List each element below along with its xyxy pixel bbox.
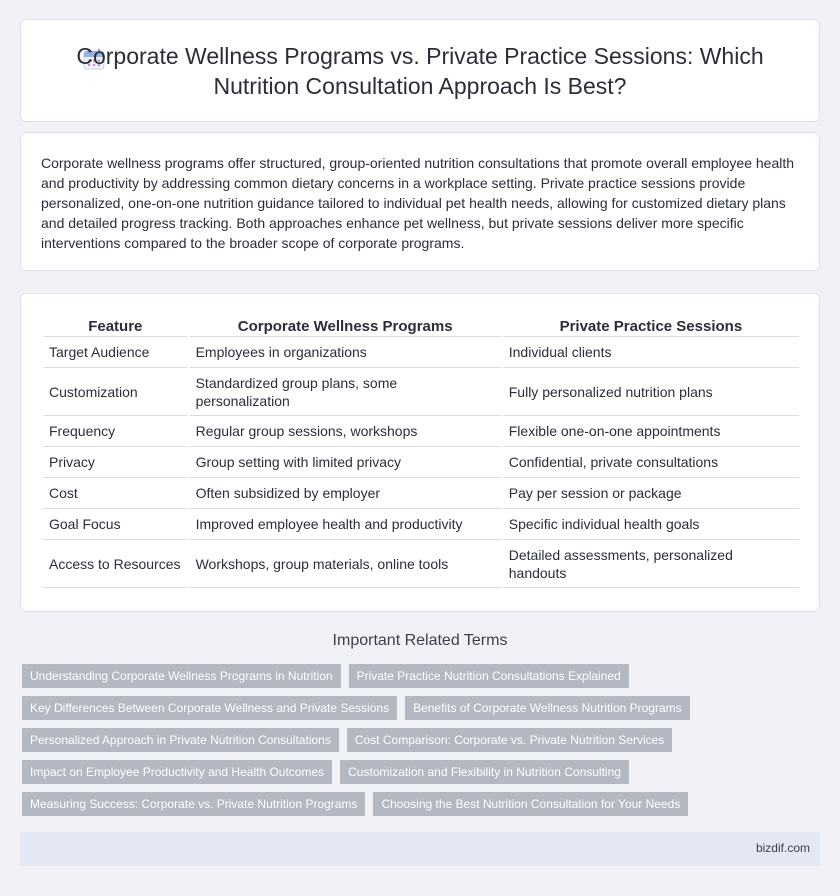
related-terms-list [22, 664, 822, 824]
table-cell: Frequency [43, 416, 188, 447]
table-row [43, 509, 799, 540]
related-term-tag[interactable]: Private Practice Nutrition Consultations Explained [349, 664, 629, 688]
table-cell: Workshops, group materials, online tools [190, 540, 501, 588]
header-card [20, 19, 820, 122]
table-row [43, 447, 799, 478]
related-term-tag[interactable]: Key Differences Between Corporate Wellness and Private Sessions [22, 696, 397, 720]
table-row [43, 416, 799, 447]
footer-site-link[interactable]: bizdif.com [755, 841, 810, 855]
table-header-row [43, 314, 799, 337]
table-cell: Cost [43, 478, 188, 509]
table-cell: Pay per session or package [503, 478, 799, 509]
footer [20, 832, 820, 866]
related-term-tag[interactable]: Benefits of Corporate Wellness Nutrition Programs [405, 696, 690, 720]
table-cell: Confidential, private consultations [503, 447, 799, 478]
table-cell: Access to Resources [43, 540, 188, 588]
table-cell: Customization [43, 368, 188, 416]
table-row [43, 478, 799, 509]
table-cell: Privacy [43, 447, 188, 478]
table-row [43, 368, 799, 416]
table-cell: Flexible one-on-one appointments [503, 416, 799, 447]
page-title: Corporate Wellness Programs vs. Private Practice Sessions: Which Nutrition Consultation Approach Is Best? [76, 42, 764, 99]
table-cell: Specific individual health goals [503, 509, 799, 540]
table-cell: Group setting with limited privacy [190, 447, 501, 478]
related-terms-heading: Important Related Terms [332, 632, 508, 649]
table-cell: Standardized group plans, some personalization [190, 368, 501, 416]
table-cell: Detailed assessments, personalized handouts [503, 540, 799, 588]
table-cell: Goal Focus [43, 509, 188, 540]
related-term-tag[interactable]: Choosing the Best Nutrition Consultation for Your Needs [373, 792, 688, 816]
column-header-corporate: Corporate Wellness Programs [190, 314, 501, 337]
table-cell: Fully personalized nutrition plans [503, 368, 799, 416]
comparison-table [41, 314, 801, 588]
table-cell: Improved employee health and productivity [190, 509, 501, 540]
table-cell: Target Audience [43, 337, 188, 368]
table-row [43, 337, 799, 368]
table-cell: Regular group sessions, workshops [190, 416, 501, 447]
table-row [43, 540, 799, 588]
comparison-card [20, 293, 820, 612]
related-term-tag[interactable]: Impact on Employee Productivity and Health Outcomes [22, 760, 332, 784]
table-cell: Employees in organizations [190, 337, 501, 368]
related-term-tag[interactable]: Understanding Corporate Wellness Programs in Nutrition [22, 664, 341, 688]
column-header-private: Private Practice Sessions [503, 314, 799, 337]
related-term-tag[interactable]: Customization and Flexibility in Nutrition Consulting [340, 760, 629, 784]
related-term-tag[interactable]: Personalized Approach in Private Nutrition Consultations [22, 728, 339, 752]
intro-card [20, 132, 820, 271]
table-cell: Often subsidized by employer [190, 478, 501, 509]
table-cell: Individual clients [503, 337, 799, 368]
intro-paragraph: Corporate wellness programs offer structured, group-oriented nutrition consultations that promote overall employee health and productivity by addressing common dietary concerns in a workplace setting. Private practice sessions provide personalized, one-on-one nutrition guidance tailored to individual pet health needs, allowing for customized dietary plans and detailed progress tracking. Both approaches enhance pet wellness, but private sessions deliver more specific interventions compared to the broader scope of corporate programs. [41, 155, 795, 251]
related-term-tag[interactable]: Measuring Success: Corporate vs. Private Nutrition Programs [22, 792, 365, 816]
column-header-feature: Feature [43, 314, 188, 337]
related-term-tag[interactable]: Cost Comparison: Corporate vs. Private Nutrition Services [347, 728, 672, 752]
